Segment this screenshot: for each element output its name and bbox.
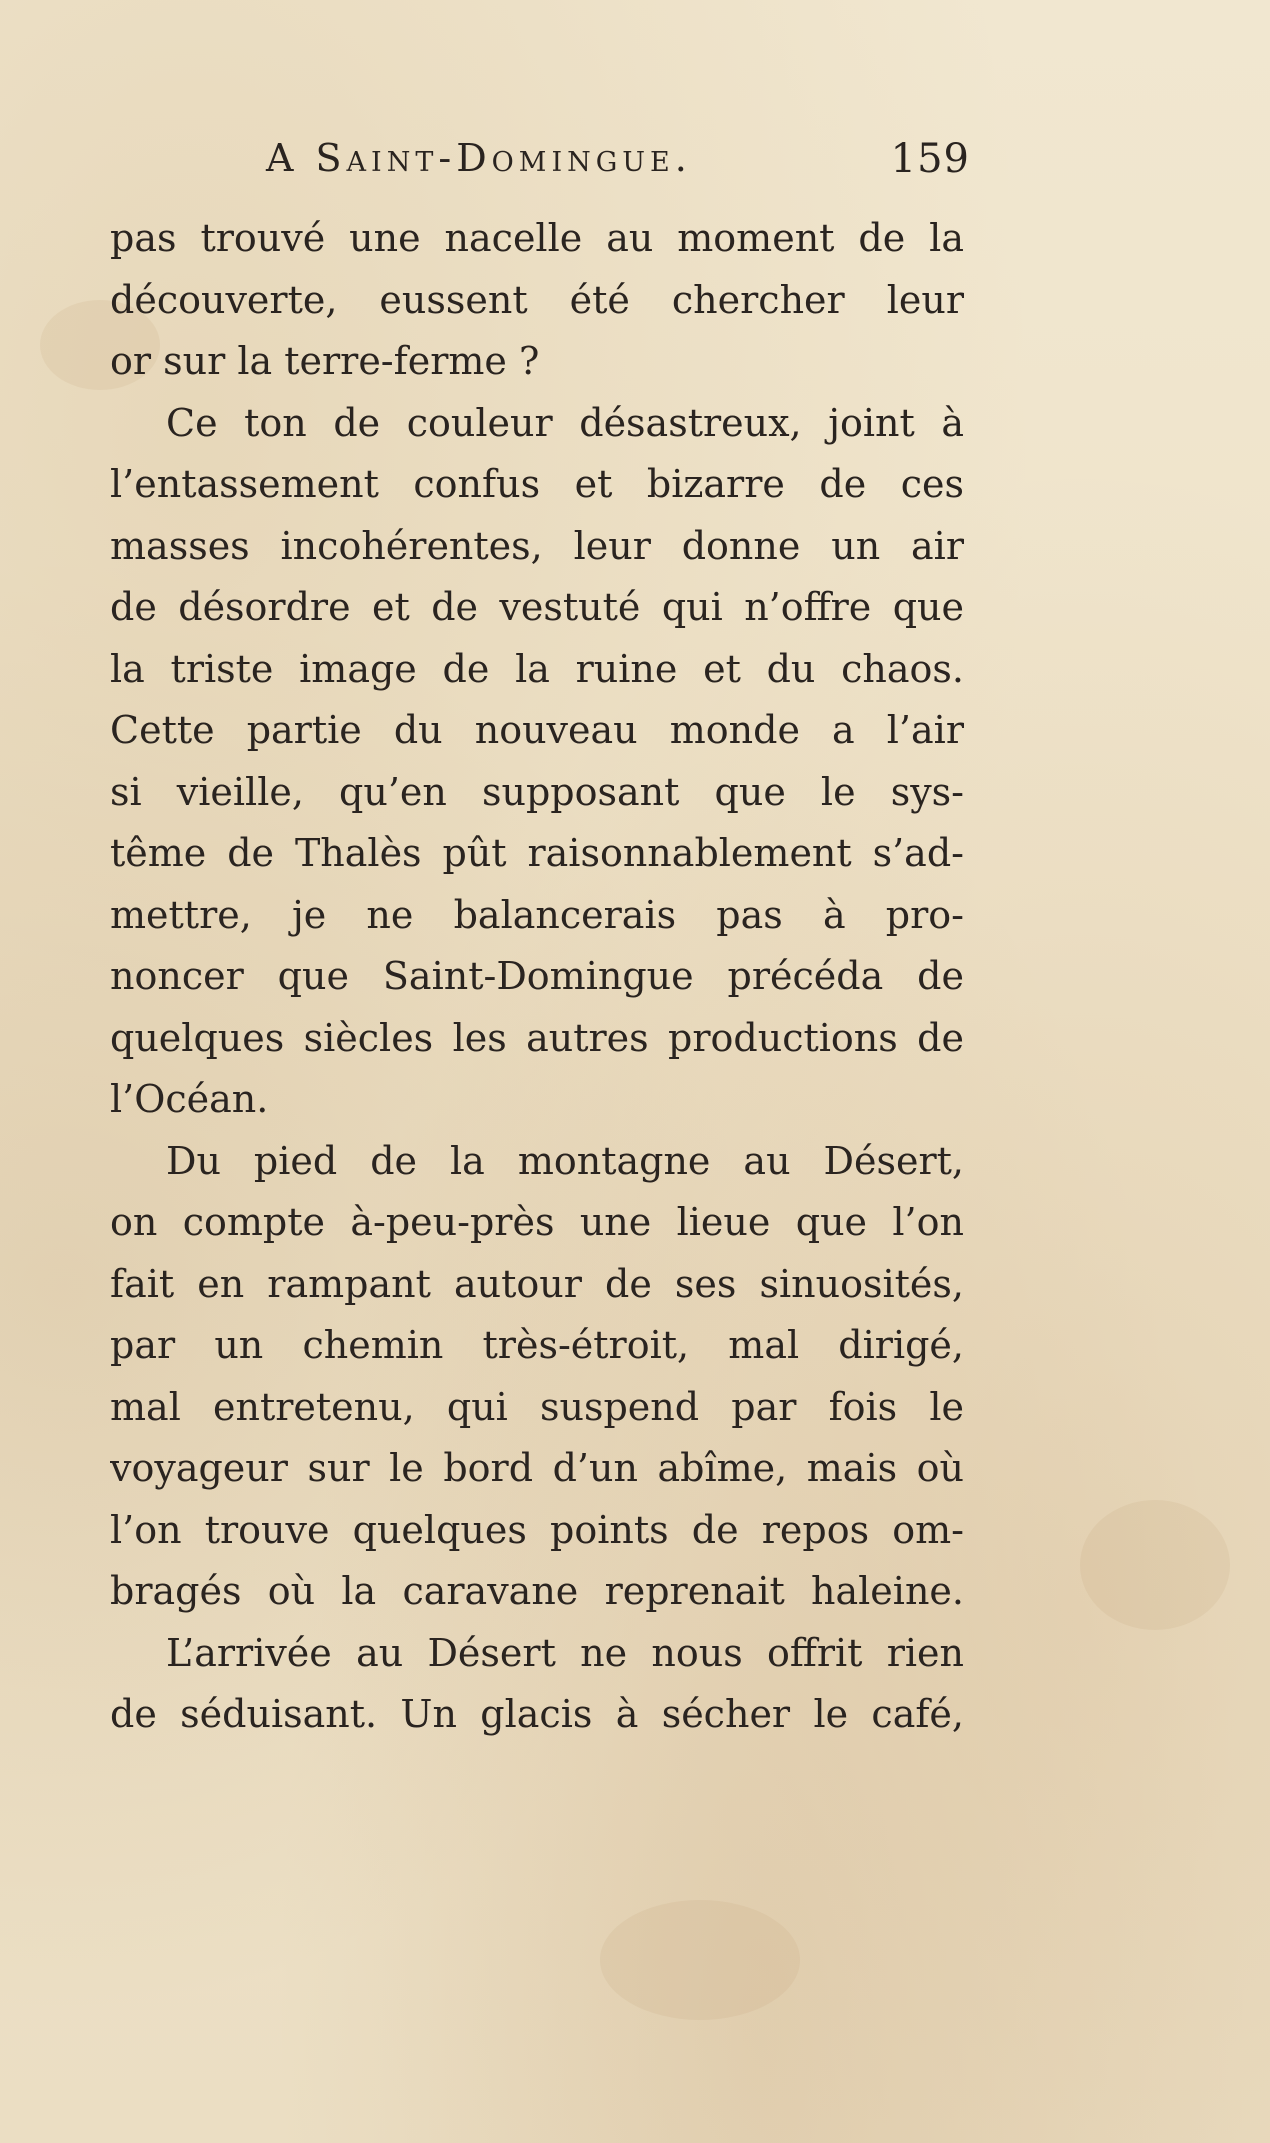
- text-line: masses incohérentes, leur donne un air: [110, 523, 964, 568]
- text-line: Cette partie du nouveau monde a l’air: [110, 708, 964, 752]
- text-line: L’arrivée au Désert ne nous offrit rien: [166, 1630, 964, 1675]
- paper-stain: [600, 1900, 800, 2020]
- text-line: découverte, eussent été chercher leur: [110, 277, 964, 322]
- text-line: de séduisant. Un glacis à sécher le café,: [110, 1692, 964, 1736]
- text-line: si vieille, qu’en supposant que le sys-: [110, 769, 964, 814]
- paragraph: [110, 1131, 964, 1623]
- text-line: pas trouvé une nacelle au moment de la: [110, 216, 964, 260]
- text-line: la triste image de la ruine et du chaos.: [110, 646, 964, 691]
- text-line: par un chemin très-étroit, mal dirigé,: [110, 1323, 964, 1367]
- page-number: 159: [890, 136, 970, 182]
- paper-stain: [1080, 1500, 1230, 1630]
- text-line: de désordre et de vestuté qui n’offre que: [110, 585, 964, 629]
- text-line: fait en rampant autour de ses sinuosités,: [110, 1261, 964, 1306]
- paragraph: [110, 393, 964, 1131]
- text-line: bragés où la caravane reprenait haleine.: [110, 1569, 964, 1613]
- text-line: tême de Thalès pût raisonnablement s’ad-: [110, 831, 964, 875]
- text-line: Ce ton de couleur désastreux, joint à: [166, 400, 964, 445]
- text-line: or sur la terre-ferme ?: [110, 339, 540, 383]
- text-line: voyageur sur le bord d’un abîme, mais où: [110, 1446, 964, 1490]
- text-line: l’entassement confus et bizarre de ces: [110, 462, 964, 506]
- running-head: A Saint-Domingue.: [266, 136, 692, 180]
- text-line: l’on trouve quelques points de repos om-: [110, 1507, 964, 1552]
- text-line: quelques siècles les autres productions de: [110, 1015, 964, 1060]
- page-header: [110, 136, 970, 196]
- text-line: mal entretenu, qui suspend par fois le: [110, 1384, 964, 1429]
- text-line: mettre, je ne balancerais pas à pro-: [110, 892, 964, 937]
- body-text: [110, 208, 964, 1746]
- paragraph: [110, 1623, 964, 1746]
- paragraph: [110, 208, 964, 393]
- text-line: noncer que Saint-Domingue précéda de: [110, 954, 964, 998]
- text-line: Du pied de la montagne au Désert,: [166, 1138, 964, 1183]
- text-line: l’Océan.: [110, 1077, 269, 1121]
- text-line: on compte à-peu-près une lieue que l’on: [110, 1200, 964, 1244]
